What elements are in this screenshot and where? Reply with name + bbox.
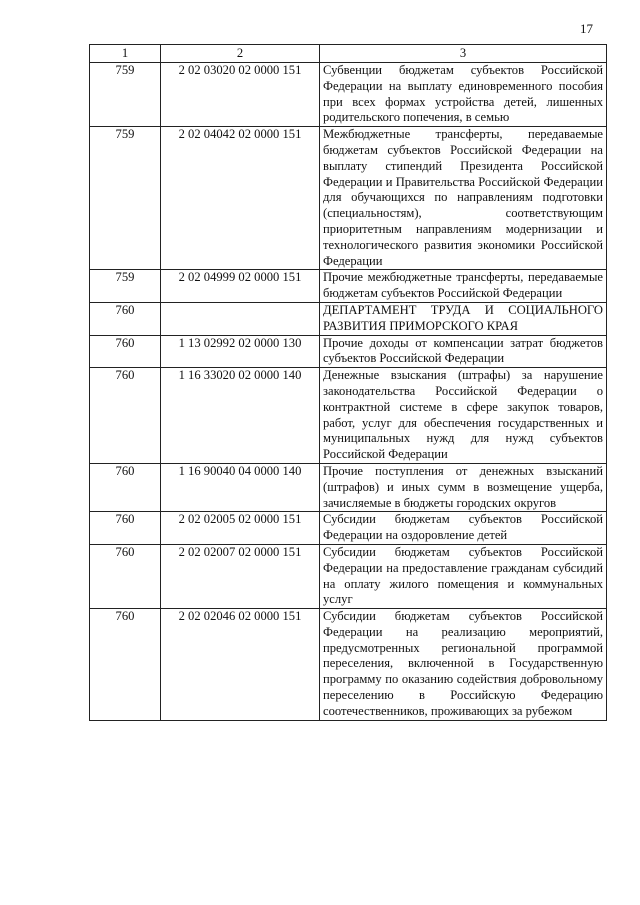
admin-code-cell: 760	[90, 512, 161, 545]
table-row-department	[90, 302, 607, 335]
table-row	[90, 512, 607, 545]
table-header-row	[90, 45, 607, 63]
table-row	[90, 609, 607, 721]
revenue-name-cell: Прочие поступления от денежных взысканий (штрафов) и иных сумм в возмещение ущерба, зачисляемые в бюджеты городских округов	[320, 463, 607, 511]
table-row	[90, 127, 607, 270]
revenue-code-cell: 1 13 02992 02 0000 130	[161, 335, 320, 368]
revenue-name-cell: Субсидии бюджетам субъектов Российской Федерации на предоставление гражданам субсидий на оплату жилого помещения и коммунальных услуг	[320, 544, 607, 608]
column-header-admin-code: 1	[90, 45, 161, 63]
table-row	[90, 63, 607, 127]
column-header-revenue-code: 2	[161, 45, 320, 63]
admin-code-cell: 760	[90, 463, 161, 511]
revenue-name-cell: Субвенции бюджетам субъектов Российской Федерации на выплату единовременного пособия при всех формах устройства детей, лишенных родительского попечения, в семью	[320, 63, 607, 127]
revenue-name-cell: Межбюджетные трансферты, передаваемые бюджетам субъектов Российской Федерации на выплату стипендий Президента Российской Федерации и Правительства Российской Федерации для обучающихся по направлениям подготовки (специальностям), соответствующим приоритетным направлениям модернизации и технологического развития экономики Российской Федерации	[320, 127, 607, 270]
admin-code-cell: 760	[90, 544, 161, 608]
table-row	[90, 335, 607, 368]
revenue-code-cell: 1 16 90040 04 0000 140	[161, 463, 320, 511]
table-row	[90, 368, 607, 464]
revenue-code-cell: 2 02 04999 02 0000 151	[161, 270, 320, 303]
revenue-name-cell: Субсидии бюджетам субъектов Российской Федерации на реализацию мероприятий, предусмотренных региональной программой переселения, включенной в Государственную программу по оказанию содействия добровольному переселению в Российскую Федерацию соотечественников, проживающих за рубежом	[320, 609, 607, 721]
admin-code-cell: 759	[90, 127, 161, 270]
revenue-code-cell: 1 16 33020 02 0000 140	[161, 368, 320, 464]
page-number: 17	[580, 21, 593, 36]
revenue-name-cell: Субсидии бюджетам субъектов Российской Федерации на оздоровление детей	[320, 512, 607, 545]
revenue-name-cell: Прочие доходы от компенсации затрат бюджетов субъектов Российской Федерации	[320, 335, 607, 368]
revenue-code-cell: 2 02 02005 02 0000 151	[161, 512, 320, 545]
admin-code-cell: 759	[90, 270, 161, 303]
revenue-name-cell: Прочие межбюджетные трансферты, передаваемые бюджетам субъектов Российской Федерации	[320, 270, 607, 303]
admin-code-cell: 759	[90, 63, 161, 127]
table-row	[90, 463, 607, 511]
revenue-code-cell: 2 02 03020 02 0000 151	[161, 63, 320, 127]
department-name-cell: ДЕПАРТАМЕНТ ТРУДА И СОЦИАЛЬНОГО РАЗВИТИЯ ПРИМОРСКОГО КРАЯ	[320, 302, 607, 335]
admin-code-cell: 760	[90, 368, 161, 464]
revenue-code-cell: 2 02 02007 02 0000 151	[161, 544, 320, 608]
admin-code-cell: 760	[90, 302, 161, 335]
revenue-codes-table	[89, 44, 607, 721]
column-header-revenue-name: 3	[320, 45, 607, 63]
revenue-code-cell: 2 02 04042 02 0000 151	[161, 127, 320, 270]
table-row	[90, 544, 607, 608]
revenue-name-cell: Денежные взыскания (штрафы) за нарушение законодательства Российской Федерации о контрактной системе в сфере закупок товаров, работ, услуг для обеспечения государственных и муниципальных нужд для нужд субъектов Российской Федерации	[320, 368, 607, 464]
revenue-code-cell: 2 02 02046 02 0000 151	[161, 609, 320, 721]
admin-code-cell: 760	[90, 335, 161, 368]
admin-code-cell: 760	[90, 609, 161, 721]
revenue-code-cell	[161, 302, 320, 335]
table-row	[90, 270, 607, 303]
